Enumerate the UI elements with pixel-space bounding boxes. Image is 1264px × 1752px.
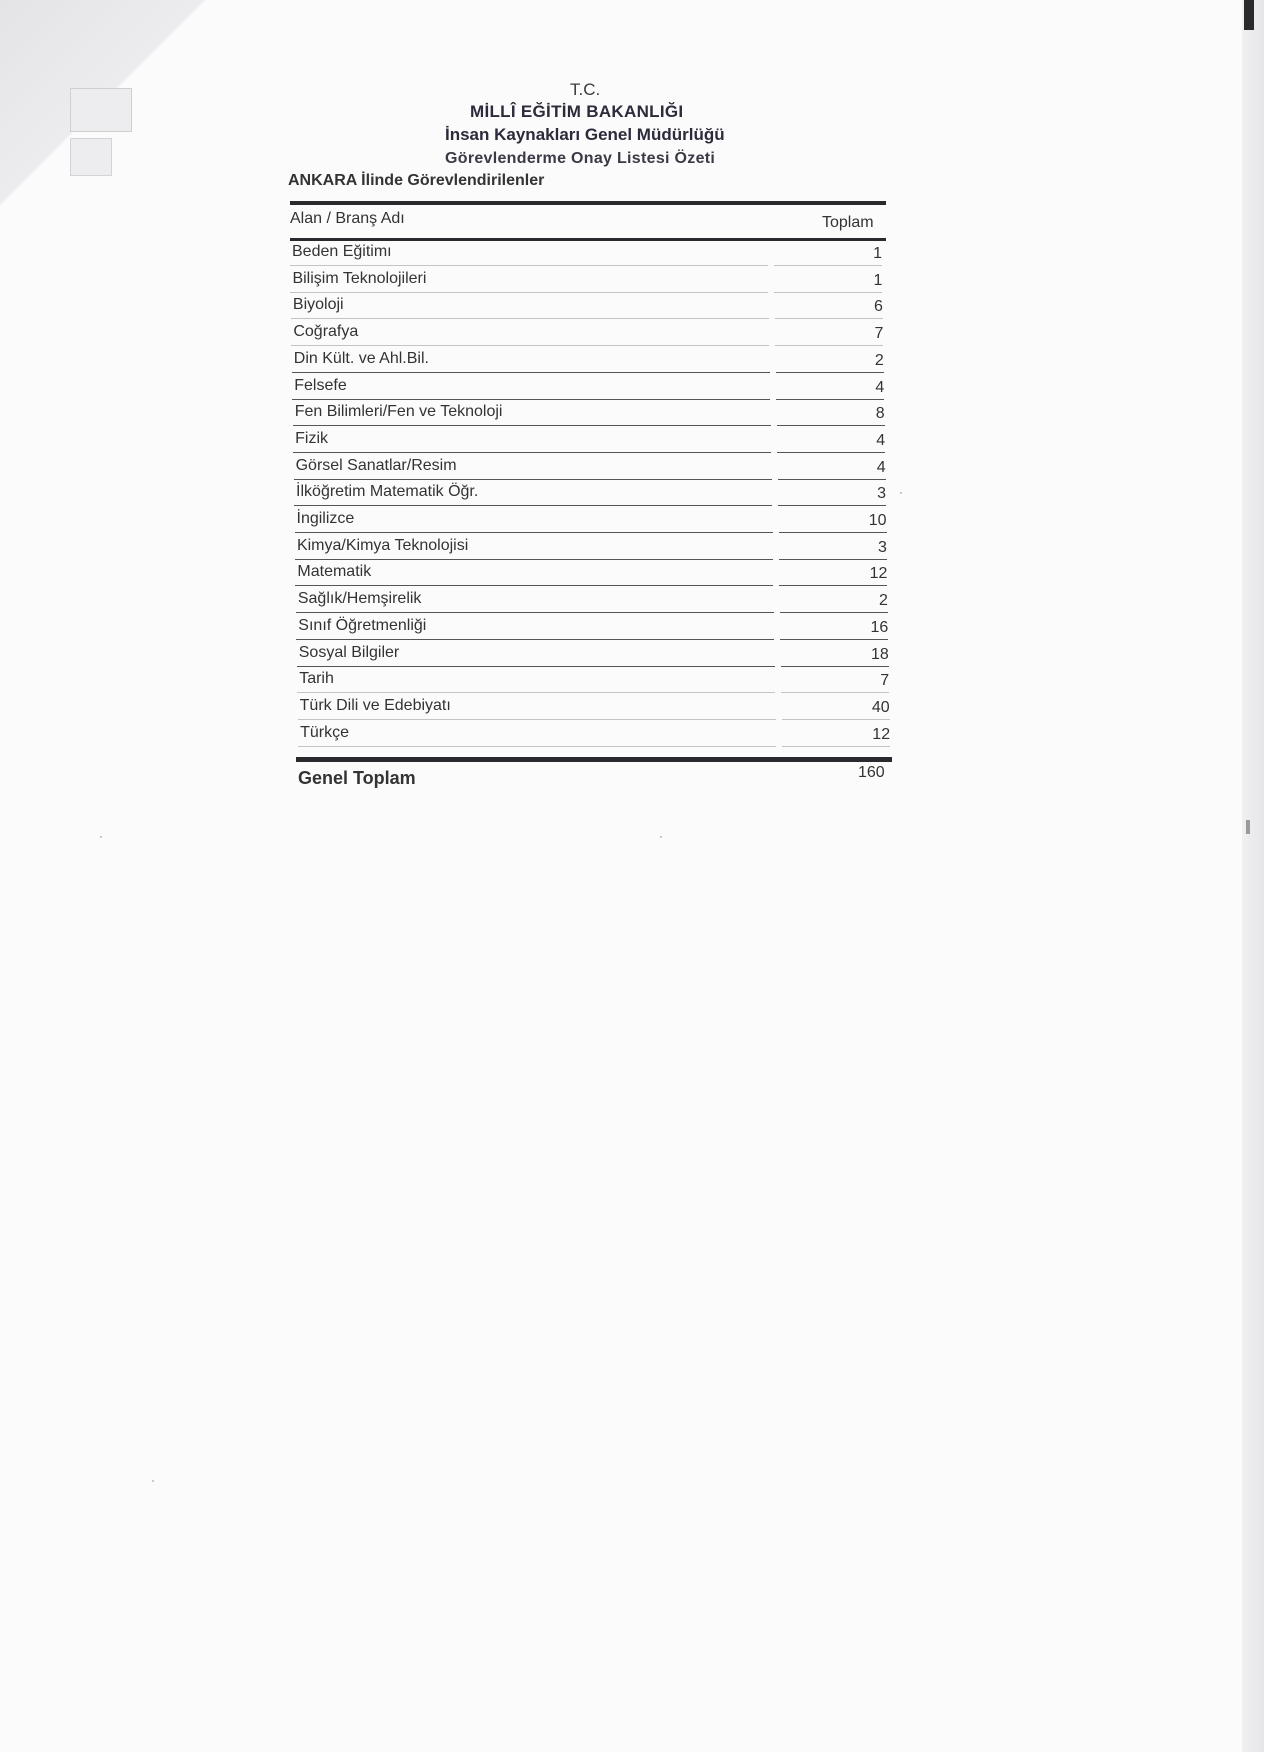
branch-total: 12 [872,725,891,743]
branch-total: 2 [878,592,888,610]
row-underline [298,746,776,747]
branch-total: 4 [876,431,886,449]
branch-total: 2 [874,351,884,369]
table-row [290,239,890,266]
table-row [293,399,893,426]
branch-total: 12 [869,565,888,583]
branch-name: Matematik [297,563,372,581]
grand-total-label: Genel Toplam [298,768,416,788]
branch-total: 7 [874,325,884,343]
table-row [296,613,896,640]
branch-name: Sınıf Öğretmenliği [298,616,427,634]
branch-name: Kimya/Kimya Teknolojisi [296,536,469,554]
table-row [296,586,896,613]
branch-name: İlköğretim Matematik Öğr. [296,483,479,501]
branch-total: 7 [880,672,890,690]
scan-edge-mark [1244,0,1254,30]
branch-total: 6 [873,298,883,316]
header-ministry: MİLLÎ EĞİTİM BAKANLIĞI [470,102,684,121]
branch-name: Sosyal Bilgiler [298,643,400,661]
table-row [298,693,898,720]
branch-name: Türk Dili ve Edebiyatı [299,696,451,714]
scan-artifact [70,138,112,176]
branch-total: 4 [876,458,886,476]
table-row [295,559,895,586]
scan-edge-mark [1246,820,1250,834]
branch-total: 3 [878,538,887,556]
header-directorate: İnsan Kaynakları Genel Müdürlüğü [445,125,725,144]
branch-name: Fizik [295,429,329,447]
table-row [292,373,892,400]
row-underline [782,746,890,747]
header-list-title: Görevlenderme Onay Listesi Özeti [445,150,716,167]
branch-total: 4 [875,378,885,396]
scan-right-edge [1242,0,1264,1752]
branch-name: Din Kült. ve Ahl.Bil. [293,349,429,367]
branch-name: Sağlık/Hemşirelik [297,590,422,608]
table-row [298,720,898,747]
table-row [294,453,894,480]
branch-name: Fen Bilimleri/Fen ve Teknoloji [294,403,503,421]
branch-name: Türkçe [300,723,349,741]
branch-name: Felsefe [294,376,347,394]
table-row [297,666,897,693]
header-province: ANKARA İlinde Görevlendirilenler [288,172,545,189]
branch-total: 1 [873,271,883,289]
branch-name: Bilişim Teknolojileri [292,269,427,287]
table-row [295,506,895,533]
table-row [292,346,892,373]
branch-total: 40 [871,698,890,716]
scan-speck [900,492,902,494]
scan-speck [100,836,102,838]
table-bottom-rule [296,757,892,762]
grand-total-value: 160 [858,764,885,781]
branch-name: Coğrafya [293,323,359,341]
scan-speck [660,836,662,838]
table-row [291,319,891,346]
table-row [290,266,890,293]
branch-total: 10 [868,512,887,529]
header-tc: T.C. [570,80,601,99]
table-row [291,292,891,319]
branch-name: İngilizce [296,510,355,527]
branch-total: 16 [870,618,889,636]
table-top-rule [290,201,886,205]
branch-name: Biyoloji [292,296,344,314]
table-row [297,640,897,667]
table-row [293,426,893,453]
branch-total: 1 [873,245,882,262]
scan-speck [152,1480,154,1482]
branch-total: 18 [870,645,889,663]
table-row [294,479,894,506]
branch-total: 8 [875,405,885,423]
branch-name: Tarih [299,670,334,688]
branch-total: 3 [877,485,887,503]
table-row [295,533,895,560]
scan-artifact [70,88,132,132]
column-header-total: Toplam [822,214,874,231]
branch-name: Beden Eğitimı [292,243,392,260]
column-header-name: Alan / Branş Adı [290,210,405,227]
branch-name: Görsel Sanatlar/Resim [295,456,457,474]
